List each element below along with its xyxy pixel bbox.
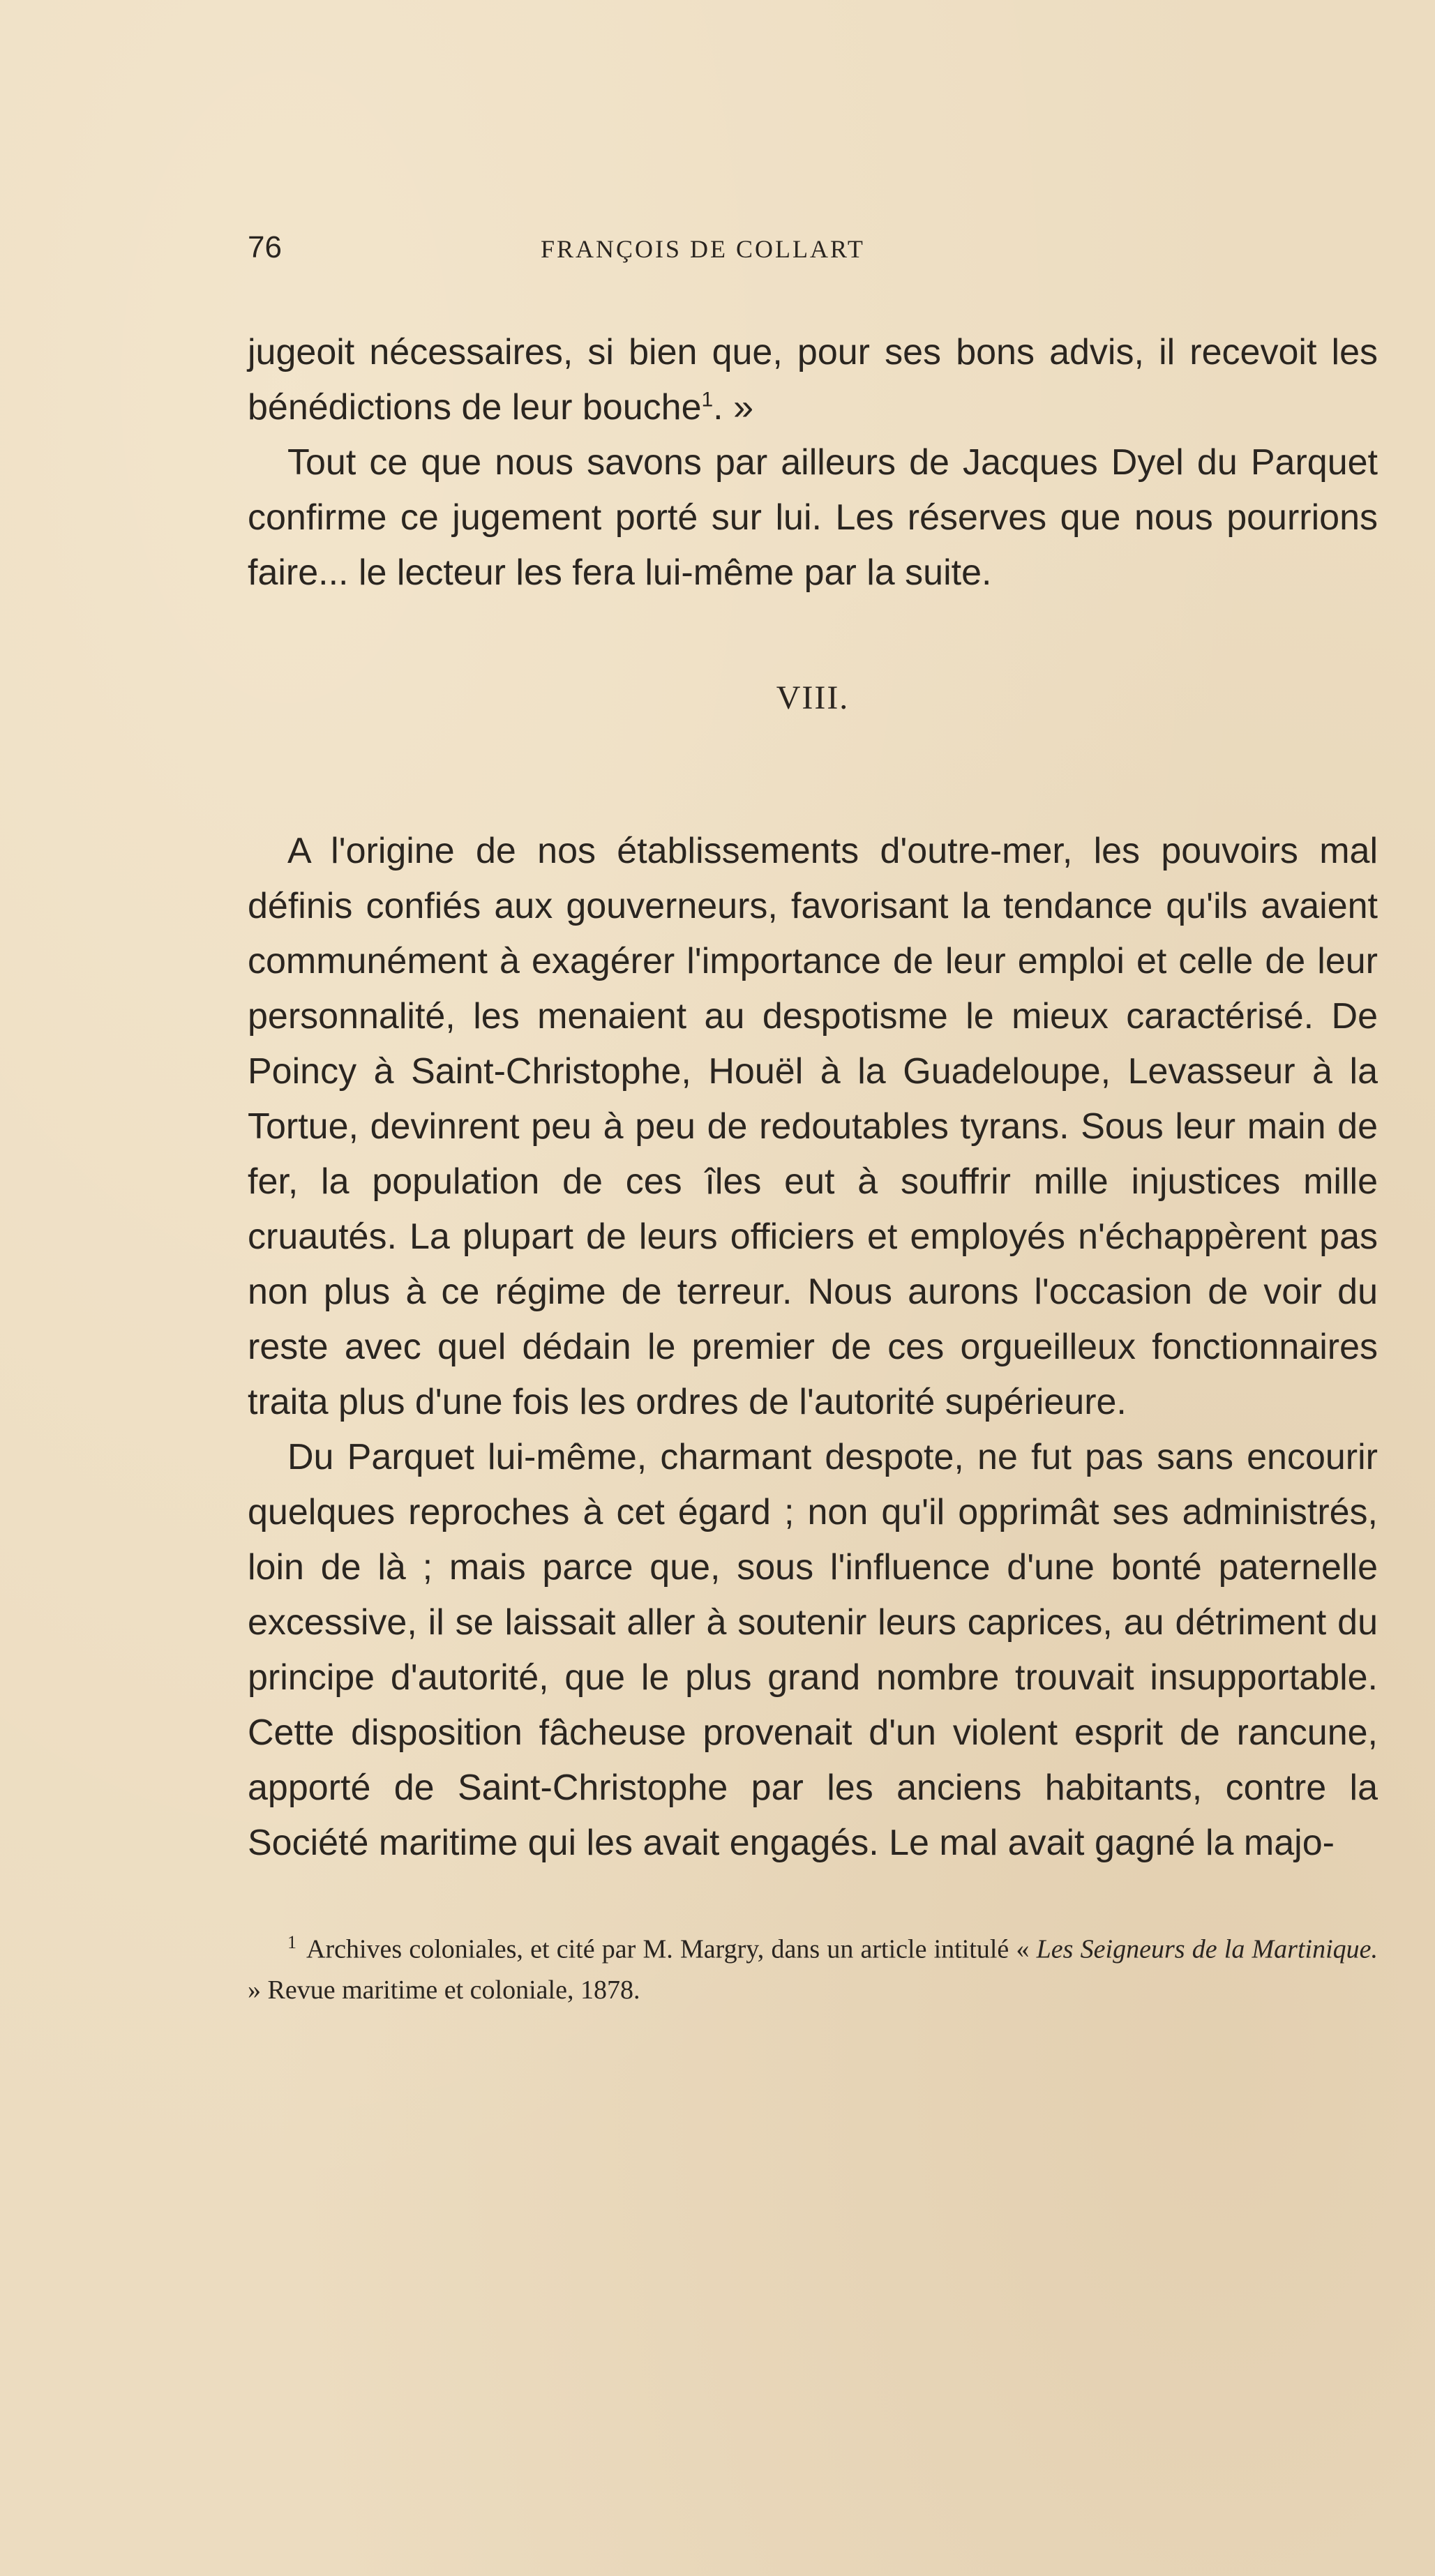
paragraph-continuation [248,325,1378,435]
paragraph: A l'origine de nos établissements d'outre-mer, les pouvoirs mal définis confiés aux gouverneurs, favorisant la tendance qu'ils avaient communément à exagérer l'importance de leur emploi et celle de leur personnalité, les menaient au despotisme le mieux caractérisé. De Poincy à Saint-Christophe, Houël à la Guadeloupe, Levasseur à la Tortue, devinrent peu à peu de redoutables tyrans. Sous leur main de fer, la population de ces îles eut à souffrir mille injustices mille cruautés. La plupart de leurs officiers et employés n'échappèrent pas non plus à ce régime de terreur. Nous aurons l'occasion de voir du reste avec quel dédain le premier de ces orgueilleux fonctionnaires traita plus d'une fois les ordres de l'autorité supérieure. [248,831,1378,1422]
footnote-text: Archives coloniales, et cité par M. Margry, dans un article intitulé « [306,1934,1037,1964]
body-text [248,325,1378,1871]
paragraph: Tout ce que nous savons par ailleurs de Jacques Dyel du Parquet confirme ce jugement porté sur lui. Les réserves que nous pourrions faire... le lecteur les fera lui-même par la suite. [248,442,1378,593]
page-content [248,230,1378,2010]
footnote-italic-title: Les Seigneurs de la Martinique. [1036,1934,1378,1964]
footnote [248,1922,1378,2010]
section-heading: VIII. [776,679,850,716]
footnote-reference: 1 [701,388,714,412]
paragraph-text: jugeoit nécessaires, si bien que, pour ses bons advis, il recevoit les bénédictions de leur bouche [248,332,1378,428]
quote-close: . » [713,387,753,428]
footnote-text-end: » Revue maritime et coloniale, 1878. [248,1975,640,2005]
page-header [248,230,1378,286]
footnote-marker: 1 [287,1932,296,1952]
page-number: 76 [248,230,282,264]
paragraph: Du Parquet lui-même, charmant despote, ne fut pas sans encourir quelques reproches à cet égard ; non qu'il opprimât ses administrés, loin de là ; mais parce que, sous l'influence d'une bonté paternelle excessive, il se laissait aller à soutenir leurs caprices, au détriment du principe d'autorité, que le plus grand nombre trouvait insupportable. Cette disposition fâcheuse provenait d'un violent esprit de rancune, apporté de Saint-Christophe par les anciens habitants, contre la Société maritime qui les avait engagés. Le mal avait gagné la majo- [248,1437,1378,1863]
running-title: FRANÇOIS DE COLLART [541,235,865,263]
